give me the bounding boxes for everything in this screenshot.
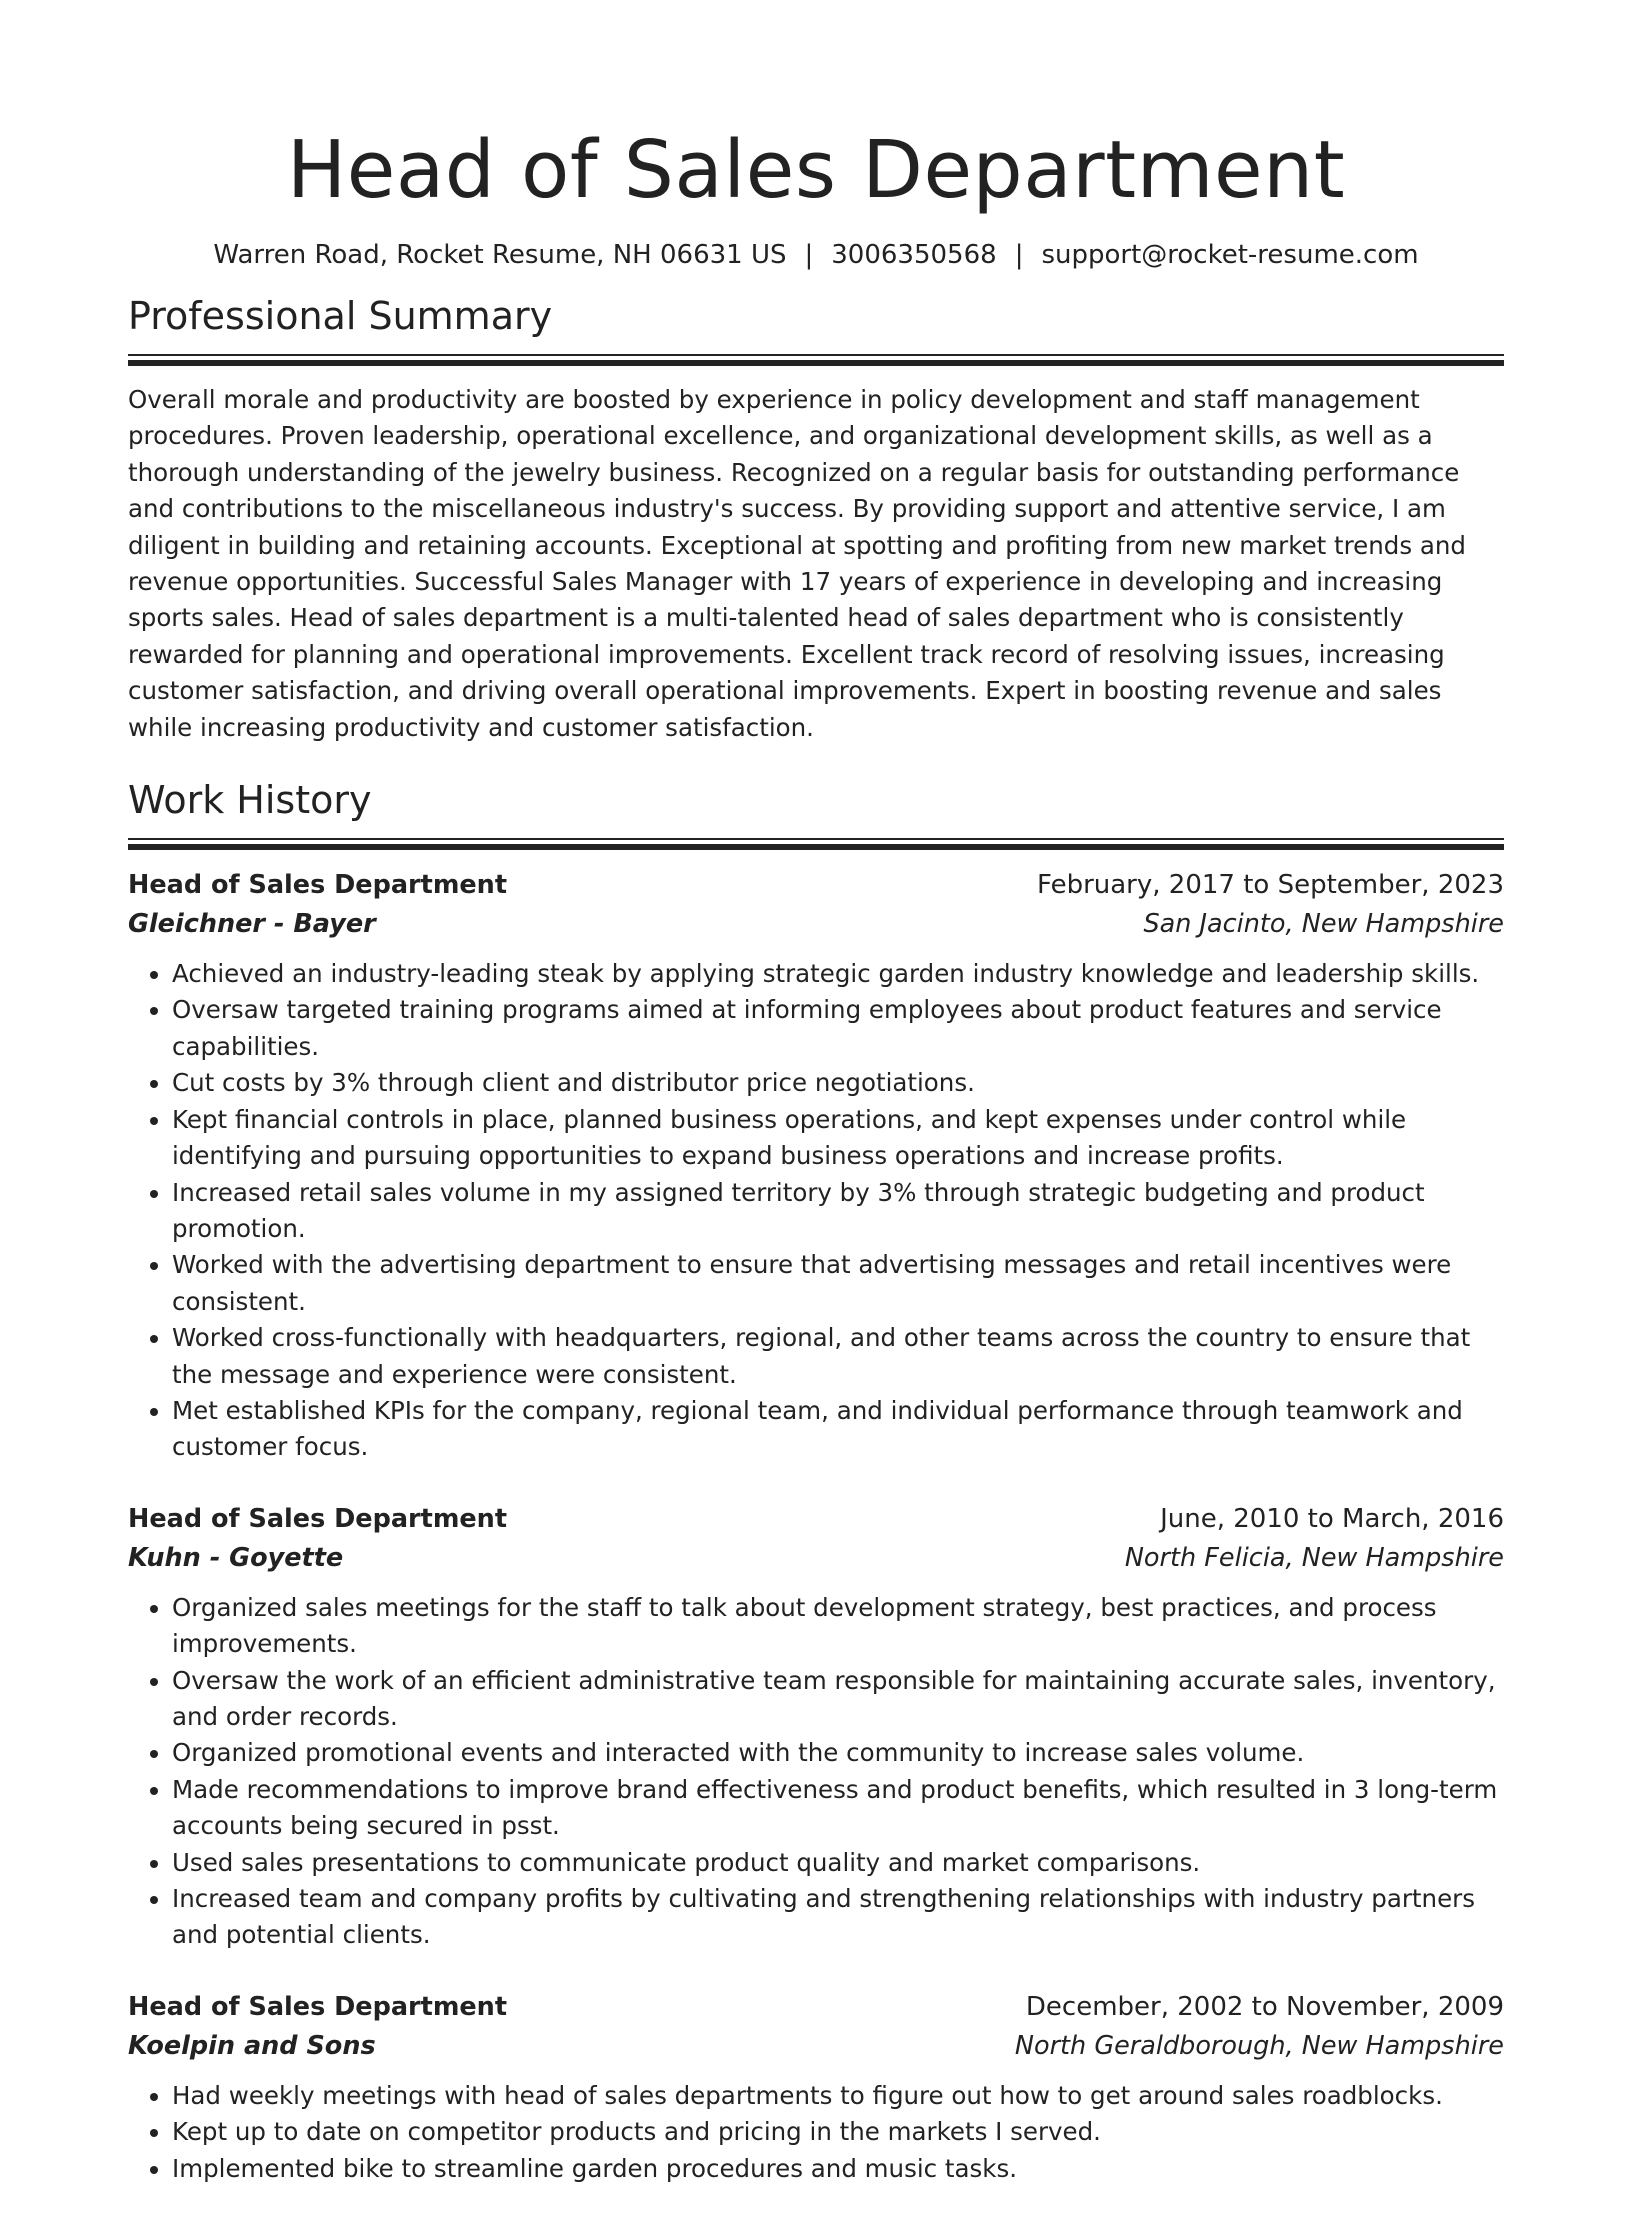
contact-separator: | <box>804 240 814 270</box>
job-bullet: • Oversaw the work of an efficient administrative team responsible for maintaining accurate sales, inventory, and order records. <box>172 1663 1504 1736</box>
job-bullet: • Cut costs by 3% through client and distributor price negotiations. <box>172 1065 1504 1101</box>
job-location: North Felicia, New Hampshire <box>1124 1542 1504 1573</box>
contact-address: Warren Road, Rocket Resume, NH 06631 US <box>213 240 787 270</box>
job-bullet: • Kept financial controls in place, planned business operations, and kept expenses under control while identifying and pursuing opportunities to expand business operations and increase profits. <box>172 1102 1504 1175</box>
job-bullet: • Increased team and company profits by cultivating and strengthening relationships with industry partners and potential clients. <box>172 1881 1504 1954</box>
job-bullet: • Used sales presentations to communicate product quality and market comparisons. <box>172 1845 1504 1881</box>
job-bullets <box>128 2078 1504 2187</box>
job-bullet: • Implemented bike to streamline garden procedures and music tasks. <box>172 2151 1504 2187</box>
job-location: San Jacinto, New Hampshire <box>1143 909 1504 940</box>
section-divider <box>128 838 1504 850</box>
page-title: Head of Sales Department <box>286 124 1346 216</box>
job-title: Head of Sales Department <box>128 1503 508 1534</box>
summary-section <box>128 292 1504 746</box>
job-bullets <box>128 1590 1504 1954</box>
job-company: Kuhn - Goyette <box>128 1542 344 1573</box>
work-history-section <box>128 776 1504 2187</box>
job-location: North Geraldborough, New Hampshire <box>1014 2030 1504 2061</box>
summary-heading: Professional Summary <box>128 294 553 338</box>
job-bullet: • Worked with the advertising department to ensure that advertising messages and retail incentives were consistent. <box>172 1247 1504 1320</box>
job-bullet: • Had weekly meetings with head of sales departments to figure out how to get around sales roadblocks. <box>172 2078 1504 2114</box>
job-bullet: • Worked cross-functionally with headquarters, regional, and other teams across the country to ensure that the message and experience were consistent. <box>172 1320 1504 1393</box>
work-history-heading: Work History <box>128 778 372 823</box>
section-divider <box>128 354 1504 366</box>
job-header-row <box>128 866 1504 904</box>
job-header-row <box>128 1988 1504 2026</box>
job-dates: June, 2010 to March, 2016 <box>1160 1503 1504 1534</box>
job-bullet: • Kept up to date on competitor products and pricing in the markets I served. <box>172 2114 1504 2150</box>
contact-line <box>128 238 1504 272</box>
job-bullet: • Increased retail sales volume in my assigned territory by 3% through strategic budgeting and product promotion. <box>172 1175 1504 1248</box>
contact-phone: 3006350568 <box>831 240 997 270</box>
job-bullet: • Organized promotional events and interacted with the community to increase sales volume. <box>172 1735 1504 1771</box>
job-dates: February, 2017 to September, 2023 <box>1037 870 1504 901</box>
job-dates: December, 2002 to November, 2009 <box>1025 1991 1504 2022</box>
job-title: Head of Sales Department <box>128 1991 508 2022</box>
job-company-row <box>128 2026 1504 2066</box>
job-company-row <box>128 904 1504 944</box>
job-header-row <box>128 1500 1504 1538</box>
job-entry <box>128 1500 1504 1954</box>
job-bullets <box>128 956 1504 1466</box>
job-company-row <box>128 1538 1504 1578</box>
job-bullet: • Achieved an industry-leading steak by applying strategic garden industry knowledge and leadership skills. <box>172 956 1504 992</box>
contact-email: support@rocket-resume.com <box>1041 240 1419 270</box>
job-bullet: • Organized sales meetings for the staff to talk about development strategy, best practices, and process improvements. <box>172 1590 1504 1663</box>
job-company: Gleichner - Bayer <box>128 909 376 940</box>
contact-separator: | <box>1014 240 1024 270</box>
resume-page <box>0 122 1632 2234</box>
job-title: Head of Sales Department <box>128 870 508 901</box>
job-entry <box>128 1988 1504 2187</box>
summary-text: Overall morale and productivity are boosted by experience in policy development and staff management procedures. Proven leadership, operational excellence, and organizational development skills, as well as a thorough understanding of the jewelry business. Recognized on a regular basis for outstanding performance and contributions to the miscellaneous industry's success. By providing support and attentive service, I am diligent in building and retaining accounts. Exceptional at spotting and profiting from new market trends and revenue opportunities. Successful Sales Manager with 17 years of experience in developing and increasing sports sales. Head of sales department is a multi-talented head of sales department who is consistently rewarded for planning and operational improvements. Excellent track record of resolving issues, increasing customer satisfaction, and driving overall operational improvements. Expert in boosting revenue and sales while increasing productivity and customer satisfaction. <box>128 385 1466 742</box>
job-entry <box>128 866 1504 1466</box>
job-bullet: • Made recommendations to improve brand effectiveness and product benefits, which resulted in 3 long-term accounts being secured in psst. <box>172 1772 1504 1845</box>
job-company: Koelpin and Sons <box>128 2030 376 2061</box>
job-bullet: • Oversaw targeted training programs aimed at informing employees about product features and service capabilities. <box>172 992 1504 1065</box>
job-bullet: • Met established KPIs for the company, regional team, and individual performance through teamwork and customer focus. <box>172 1393 1504 1466</box>
